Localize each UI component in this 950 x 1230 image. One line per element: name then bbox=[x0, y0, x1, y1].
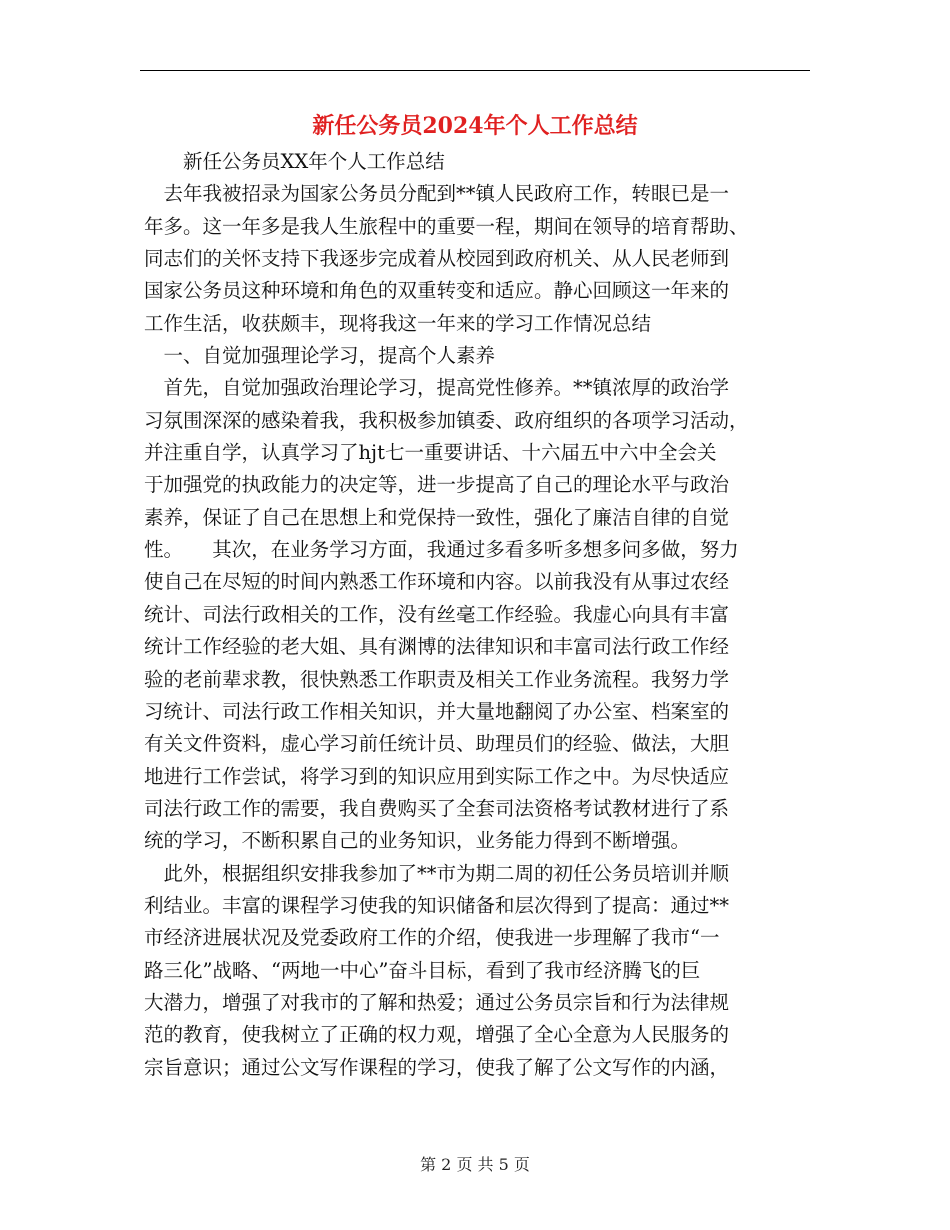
text-line: 性。 其次，在业务学习方面，我通过多看多听多想多问多做，努力 bbox=[144, 538, 739, 562]
text-line: 首先，自觉加强政治理论学习，提高党性修养。**镇浓厚的政治学 bbox=[144, 376, 730, 400]
text-line: 习统计、司法行政工作相关知识，并大量地翻阅了办公室、档案室的 bbox=[144, 699, 730, 723]
header-rule bbox=[140, 70, 810, 71]
text-line: 新任公务员XX年个人工作总结 bbox=[144, 150, 445, 173]
text-line: 使自己在尽短的时间内熟悉工作环境和内容。以前我没有从事过农经 bbox=[144, 570, 730, 594]
text-line: 素养，保证了自己在思想上和党保持一致性，强化了廉洁自律的自觉 bbox=[144, 505, 730, 529]
text-line: 去年我被招录为国家公务员分配到**镇人民政府工作，转眼已是一 bbox=[144, 182, 730, 206]
text-line: 一、自觉加强理论学习，提高个人素养 bbox=[144, 344, 496, 368]
text-line: 范的教育，使我树立了正确的权力观，增强了全心全意为人民服务的 bbox=[144, 1023, 730, 1047]
text-line: 年多。这一年多是我人生旅程中的重要一程，期间在领导的培育帮助、 bbox=[144, 214, 749, 238]
text-line: 统的学习，不断积累自己的业务知识，业务能力得到不断增强。 bbox=[144, 829, 691, 853]
text-line: 宗旨意识；通过公文写作课程的学习，使我了解了公文写作的内涵， bbox=[144, 1055, 730, 1079]
text-line: 并注重自学，认真学习了hjt七一重要讲话、十六届五中六中全会关 bbox=[144, 441, 717, 465]
text-line: 路三化”战略、“两地一中心”奋斗目标，看到了我市经济腾飞的巨 bbox=[144, 958, 701, 982]
text-line: 此外，根据组织安排我参加了**市为期二周的初任公务员培训并顺 bbox=[144, 861, 730, 885]
text-line: 司法行政工作的需要，我自费购买了全套司法资格考试教材进行了系 bbox=[144, 796, 730, 820]
text-line: 国家公务员这种环境和角色的双重转变和适应。静心回顾这一年来的 bbox=[144, 279, 730, 303]
text-line: 统计工作经验的老大姐、具有渊博的法律知识和丰富司法行政工作经 bbox=[144, 635, 730, 659]
text-line: 大潜力，增强了对我市的了解和热爱；通过公务员宗旨和行为法律规 bbox=[144, 990, 730, 1014]
document-title: 新任公务员2024年个人工作总结 bbox=[312, 113, 638, 139]
page-number-footer: 第 2 页 共 5 页 bbox=[420, 1155, 530, 1174]
text-line: 有关文件资料，虚心学习前任统计员、助理员们的经验、做法，大胆 bbox=[144, 732, 730, 756]
text-line: 利结业。丰富的课程学习使我的知识储备和层次得到了提高：通过** bbox=[144, 893, 730, 917]
text-line: 市经济进展状况及党委政府工作的介绍，使我进一步理解了我市“一 bbox=[144, 926, 720, 950]
text-line: 习氛围深深的感染着我，我积极参加镇委、政府组织的各项学习活动， bbox=[144, 408, 749, 432]
document-body bbox=[144, 146, 808, 1084]
text-line: 地进行工作尝试，将学习到的知识应用到实际工作之中。为尽快适应 bbox=[144, 764, 730, 788]
text-line: 于加强党的执政能力的决定等，进一步提高了自己的理论水平与政治 bbox=[144, 473, 730, 497]
text-line: 工作生活，收获颇丰，现将我这一年来的学习工作情况总结 bbox=[144, 311, 652, 335]
text-line: 同志们的关怀支持下我逐步完成着从校园到政府机关、从人民老师到 bbox=[144, 247, 730, 271]
text-line: 统计、司法行政相关的工作，没有丝毫工作经验。我虚心向具有丰富 bbox=[144, 602, 730, 626]
text-line: 验的老前辈求教，很快熟悉工作职责及相关工作业务流程。我努力学 bbox=[144, 667, 730, 691]
